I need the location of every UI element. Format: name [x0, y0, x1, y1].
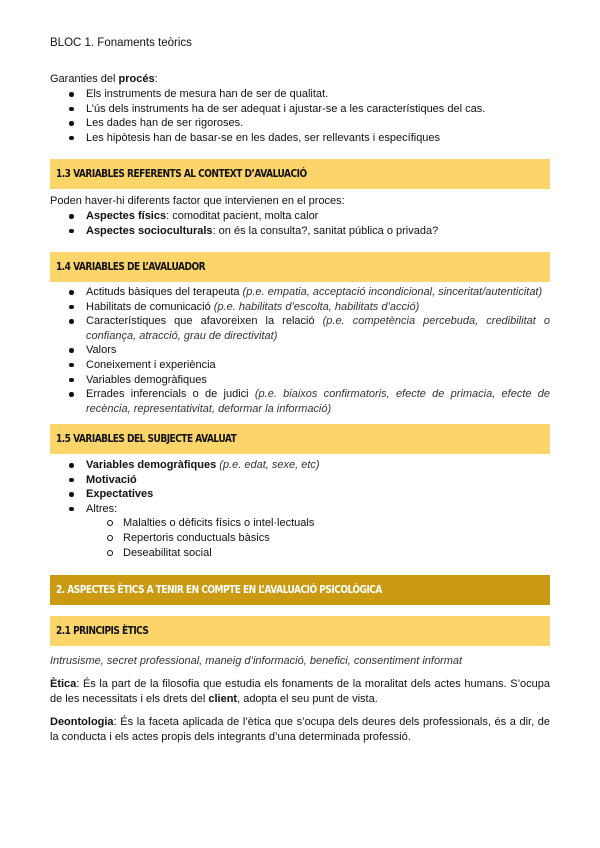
list-item: Malalties o dèficits físics o intel·lectuals: [123, 516, 550, 531]
etica-paragraph: Ètica: És la part de la filosofia que estudia els fonaments de la moralitat dels actes humans. S’ocupa de les necessitats i els drets del client, adopta el seu punt de vista.: [50, 678, 550, 705]
page-header: BLOC 1. Fonaments teòrics: [50, 37, 192, 49]
section-2-heading: 2. ASPECTES ÈTICS A TENIR EN COMPTE EN L’AVALUACIÓ PSICOLÒGICA: [50, 575, 550, 605]
deontologia-paragraph: Deontologia: És la faceta aplicada de l’ètica que s’ocupa dels deures dels professionals, és a dir, de la conducta i els actes propis dels integrants d’una determinada professió.: [50, 716, 550, 743]
s13-list: [50, 209, 550, 238]
list-item: Repertoris conductuals bàsics: [123, 531, 550, 546]
s15-others-list: [86, 516, 550, 560]
section-1-5-heading: 1.5 VARIABLES DEL SUBJECTE AVALUAT: [50, 424, 550, 454]
list-item: Les hipòtesis han de basar-se en les dades, ser rellevants i específiques: [86, 131, 550, 146]
list-item: Variables demogràfiques (p.e. edat, sexe, etc): [86, 458, 550, 473]
list-item: Variables demogràfiques: [86, 373, 550, 388]
list-item: Motivació: [86, 473, 550, 488]
list-item: Errades inferencials o de judici (p.e. biaixos confirmatoris, efecte de primacia, efecte de recència, representativitat, deformar la informació): [86, 388, 551, 415]
list-item: Els instruments de mesura han de ser de qualitat.: [86, 87, 550, 102]
s14-list: [50, 285, 550, 416]
section-2-1-heading: 2.1 PRINCIPIS ÈTICS: [50, 616, 550, 646]
section-1-4-heading: 1.4 VARIABLES DE L’AVALUADOR: [50, 252, 550, 282]
list-item: Habilitats de comunicació (p.e. habilitats d’escolta, habilitats d’acció): [86, 300, 550, 315]
list-item: Coneixement i experiència: [86, 358, 550, 373]
guarantees-section: [50, 72, 550, 145]
list-item: Aspectes físics: comoditat pacient, molta calor: [86, 209, 550, 224]
s15-list: [50, 458, 550, 560]
list-item: L’ús dels instruments ha de ser adequat i ajustar-se a les característiques del cas.: [86, 102, 550, 117]
s13-intro: Poden haver-hi diferents factor que intervienen en el proces:: [50, 195, 345, 207]
list-item: Expectatives: [86, 487, 550, 502]
section-1-3-heading: 1.3 VARIABLES REFERENTS AL CONTEXT D’AVALUACIÓ: [50, 159, 550, 189]
guarantees-list: [50, 87, 550, 145]
list-item: Valors: [86, 343, 550, 358]
section-1-4-body: [50, 285, 550, 416]
list-item: Deseabilitat social: [123, 546, 550, 561]
guarantees-intro: Garanties del procés:: [50, 73, 158, 85]
s21-keywords: Intrusisme, secret professional, maneig d’informació, benefici, consentiment informat: [50, 655, 463, 667]
list-item: Altres: Malalties o dèficits físics o intel·lectuals Repertoris conductuals bàsics Deseabilitat social: [86, 502, 550, 560]
list-item: Actituds bàsiques del terapeuta (p.e. empatia, acceptació incondicional, sinceritat/autenticitat): [86, 285, 550, 300]
list-item: Les dades han de ser rigoroses.: [86, 116, 550, 131]
list-item: Aspectes socioculturals: on és la consulta?, sanitat pública o privada?: [86, 224, 550, 239]
list-item: Característiques que afavoreixen la relació (p.e. competència percebuda, credibilitat o confiança, atracció, grau de directivitat): [86, 315, 550, 342]
section-1-5-body: [50, 458, 550, 560]
section-2-1-body: [50, 654, 550, 745]
section-1-3-body: [50, 194, 550, 238]
